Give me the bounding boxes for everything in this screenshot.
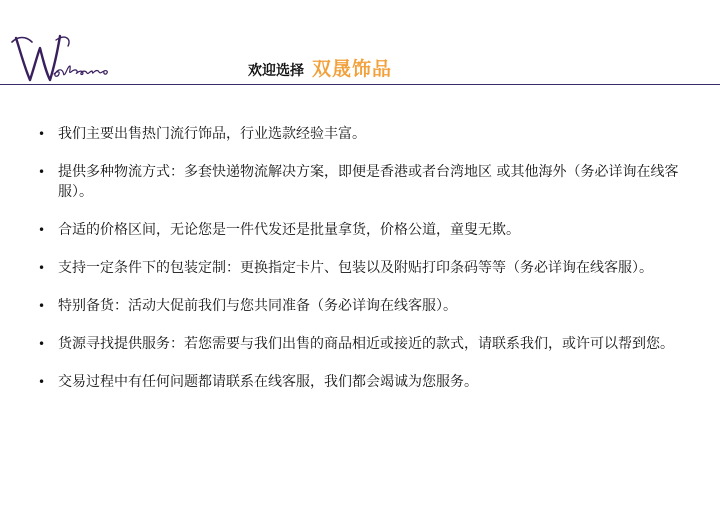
title-brand: 双晟饰品 (312, 58, 393, 80)
title-prefix: 欢迎选择 (248, 63, 304, 79)
feature-list (38, 124, 688, 410)
welcome-script-logo (10, 30, 125, 88)
list-item-text: 我们主要出售热门流行饰品，行业选款经验丰富。 (58, 126, 366, 142)
list-item (38, 258, 688, 278)
bullet-icon: • (38, 375, 46, 389)
bullet-icon: • (38, 299, 46, 313)
list-item (38, 220, 688, 240)
list-item-text: 合适的价格区间，无论您是一件代发还是批量拿货，价格公道，童叟无欺。 (58, 222, 520, 238)
list-item-text: 支持一定条件下的包装定制：更换指定卡片、包装以及附贴打印条码等等（务必详询在线客服）。 (58, 260, 653, 276)
list-item (38, 334, 688, 354)
header (0, 0, 720, 88)
list-item-text: 货源寻找提供服务：若您需要与我们出售的商品相近或接近的款式，请联系我们，或许可以帮到您。 (58, 336, 674, 352)
list-item (38, 162, 688, 202)
list-item (38, 124, 688, 144)
bullet-icon: • (38, 223, 46, 237)
bullet-icon: • (38, 337, 46, 351)
bullet-icon: • (38, 127, 46, 141)
list-item (38, 372, 688, 392)
bullet-icon: • (38, 261, 46, 275)
list-item-text: 提供多种物流方式：多套快递物流解决方案，即便是香港或者台湾地区 或其他海外（务必详询在线客服）。 (58, 164, 679, 200)
list-item-text: 交易过程中有任何问题都请联系在线客服，我们都会竭诚为您服务。 (58, 374, 478, 390)
header-divider (0, 84, 720, 85)
list-item (38, 296, 688, 316)
bullet-icon: • (38, 165, 46, 179)
list-item-text: 特别备货：活动大促前我们与您共同准备（务必详询在线客服）。 (58, 298, 457, 314)
page-title (248, 54, 392, 88)
